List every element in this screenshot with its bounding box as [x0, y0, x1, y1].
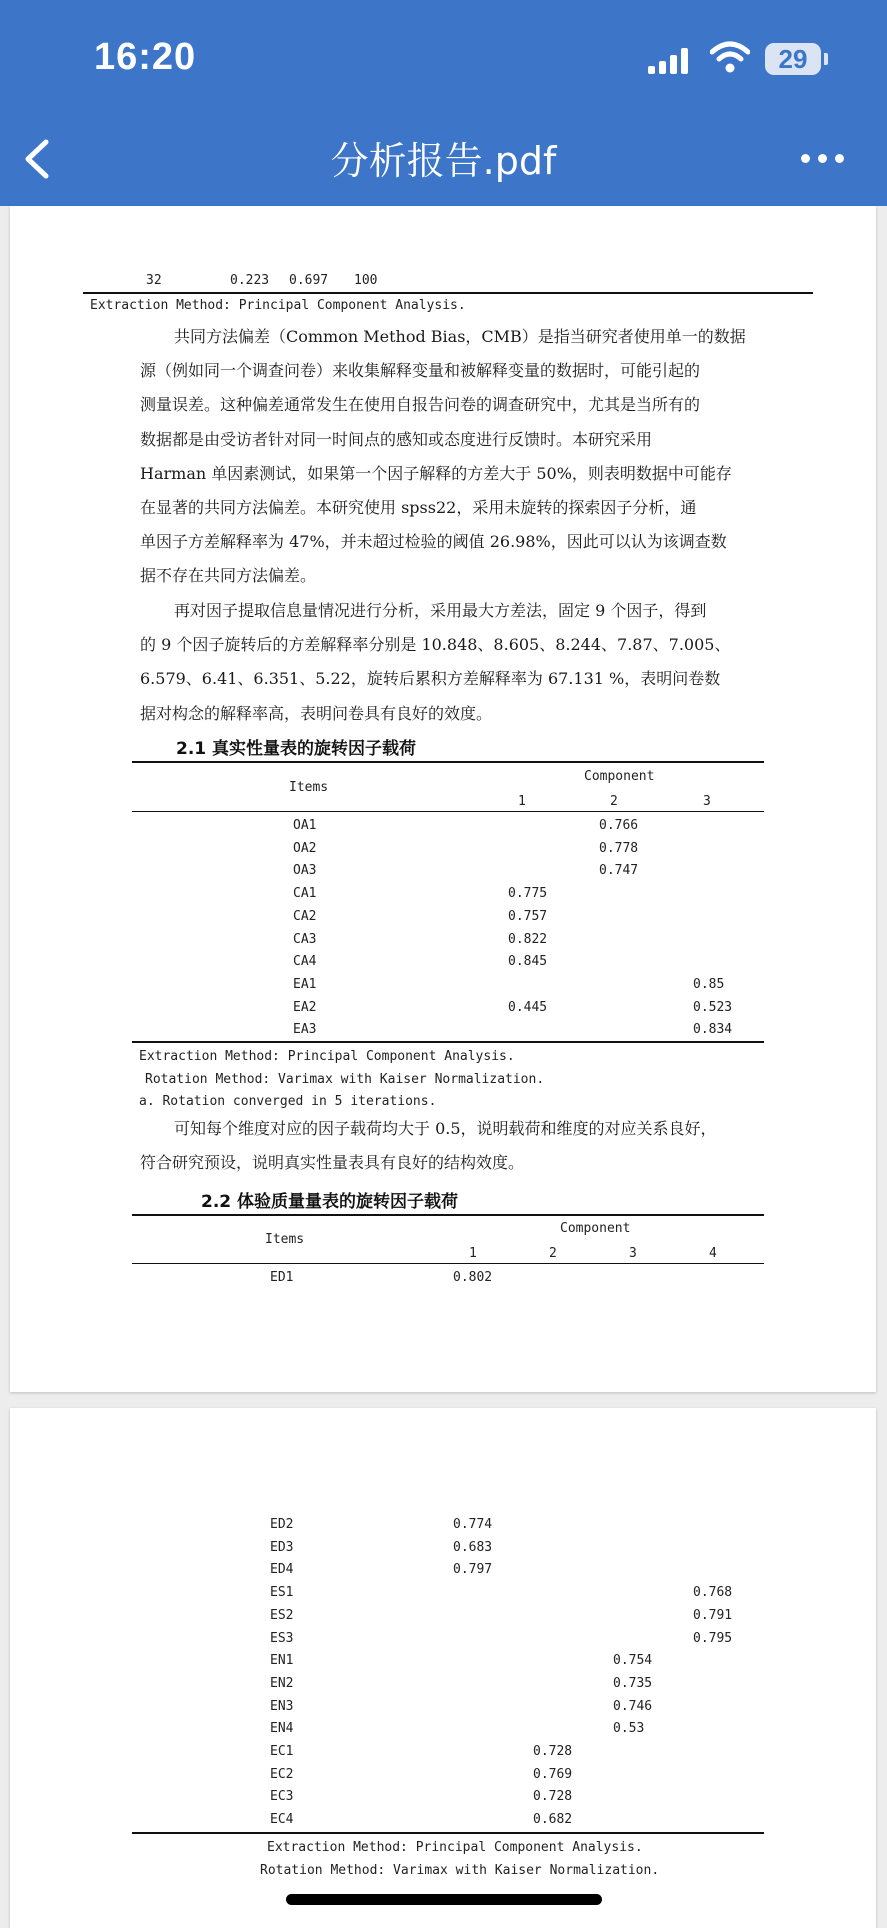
table-cell: 0.53 [613, 1721, 645, 1737]
table-row-label: CA3 [293, 931, 317, 947]
table-cell: 0.834 [693, 1022, 733, 1038]
table-cell: 0.766 [599, 818, 639, 833]
paragraph-cmb: 共同方法偏差（Common Method Bias，CMB）是指当研究者使用单一的数据 源（例如同一个调查问卷）来收集解释变量和被解释变量的数据时，可能引起的 测量误差。这种偏差通常发生在使用自报告问卷的调查研究中，尤其是当所有的 数据都是由受访者针对同一时间点的感知或态度进行反馈时。本研究采用 Harman 单因素测试，如果第一个因子解释的方差大于 50%，则表明数据中可能存 在显著的共同方法偏差。本研究使用 spss22，采用未旋转的探索因子分析，通 单因子方差解释率为 47%，并未超过检验的阈值 26.98%，因此可以认为该调查数 据不存在共同方法偏差。 [140, 327, 746, 586]
table-row-label: EC3 [270, 1789, 294, 1805]
table-cell: 0.778 [599, 840, 639, 856]
status-time: 16:20 [94, 36, 197, 78]
pdf-page-1 [10, 206, 876, 1392]
table-note: Rotation Method: Varimax with Kaiser Normalization. [145, 1072, 545, 1087]
table-header-items: Items [289, 780, 329, 795]
table-header-component: Component [584, 769, 655, 784]
more-menu-icon[interactable] [798, 148, 848, 168]
table-cell: 0.774 [453, 1517, 493, 1532]
table-rule [132, 1263, 764, 1264]
table-row-label: EA3 [293, 1022, 317, 1038]
battery-icon: 29 [765, 43, 821, 75]
prev-table-cell: 32 [146, 273, 162, 288]
prev-table-cell: 0.223 [230, 273, 270, 288]
table-row-label: ES2 [270, 1607, 294, 1623]
home-indicator [286, 1894, 602, 1905]
table-cell: 0.754 [613, 1653, 653, 1669]
table-cell: 0.683 [453, 1539, 493, 1555]
table-rule [132, 761, 764, 763]
table-cell: 0.735 [613, 1675, 653, 1691]
table-cell: 0.768 [693, 1585, 733, 1601]
table-row-label: EN4 [270, 1721, 294, 1737]
table-row-label: ES1 [270, 1585, 294, 1601]
table-col-header: 3 [703, 794, 711, 809]
prev-table-cell: 100 [354, 273, 378, 288]
table-row-label: EC1 [270, 1744, 294, 1759]
table-cell: 0.795 [693, 1630, 733, 1646]
table-note: Extraction Method: Principal Component Analysis. [90, 298, 466, 313]
table-row-label: EA2 [293, 999, 317, 1015]
table-cell: 0.845 [508, 954, 548, 970]
table-cell: 0.757 [508, 908, 548, 924]
table-cell: 0.728 [533, 1789, 573, 1805]
table-cell: 0.728 [533, 1744, 573, 1759]
table-col-header: 2 [610, 794, 618, 809]
table-col-header: 4 [709, 1246, 717, 1261]
table-header-items: Items [265, 1232, 305, 1247]
table-cell: 0.791 [693, 1607, 733, 1623]
table-col-header: 1 [469, 1246, 477, 1261]
table-col-header: 3 [629, 1246, 637, 1261]
signal-icon [648, 46, 692, 74]
table-row-label: OA1 [293, 818, 317, 833]
table-rule [83, 292, 813, 294]
table-row-label: ED4 [270, 1562, 294, 1578]
table-row-label: ED2 [270, 1517, 294, 1532]
table-col-header: 2 [549, 1246, 557, 1261]
table-row-label: OA2 [293, 840, 317, 856]
section-heading: 2.1 真实性量表的旋转因子载荷 [176, 739, 417, 759]
table-cell: 0.775 [508, 886, 548, 902]
table-cell: 0.445 [508, 999, 548, 1015]
section-heading: 2.2 体验质量量表的旋转因子载荷 [201, 1192, 459, 1212]
battery-tip [824, 53, 828, 65]
table-note: Rotation Method: Varimax with Kaiser Normalization. [260, 1863, 660, 1878]
wifi-icon [710, 40, 750, 74]
table-row-label: CA1 [293, 886, 317, 902]
table-note: a. Rotation converged in 5 iterations. [139, 1094, 437, 1109]
table-cell: 0.85 [693, 976, 725, 992]
table-cell: 0.523 [693, 999, 733, 1015]
table-rule [132, 1041, 764, 1043]
table-row-label: EC4 [270, 1812, 294, 1828]
header-bar [0, 0, 887, 206]
table-row-label: OA3 [293, 863, 317, 879]
table-row-label: CA4 [293, 954, 317, 970]
paragraph-conclusion: 可知每个维度对应的因子载荷均大于 0.5，说明载荷和维度的对应关系良好， 符合研究预设，说明真实性量表具有良好的结构效度。 [140, 1119, 717, 1173]
table-row-label: ED3 [270, 1539, 294, 1555]
table-note: Extraction Method: Principal Component Analysis. [139, 1049, 515, 1064]
table-row-label: EA1 [293, 976, 317, 992]
table-cell: 0.797 [453, 1562, 493, 1578]
table-row-label: CA2 [293, 908, 317, 924]
table-row-label: EC2 [270, 1766, 294, 1782]
document-title: 分析报告.pdf [330, 139, 557, 183]
table-cell: 0.746 [613, 1698, 653, 1714]
table-note: Extraction Method: Principal Component Analysis. [267, 1840, 643, 1855]
prev-table-cell: 0.697 [289, 273, 329, 288]
table-cell: 0.802 [453, 1270, 493, 1285]
table-cell: 0.747 [599, 863, 639, 879]
table-header-component: Component [560, 1221, 631, 1236]
table-row-label: ED1 [270, 1270, 294, 1285]
table-cell: 0.682 [533, 1812, 573, 1828]
table-row-label: ES3 [270, 1630, 294, 1646]
table-cell: 0.822 [508, 931, 548, 947]
pdf-page-2 [10, 1408, 876, 1928]
table-row-label: EN1 [270, 1653, 294, 1669]
paragraph-variance: 再对因子提取信息量情况进行分析，采用最大方差法，固定 9 个因子，得到 的 9 个因子旋转后的方差解释率分别是 10.848、8.605、8.244、7.87、7.005、 6.579、6.41、6.351、5.22，旋转后累积方差解释率为 67.131 %，表明问卷数 据对构念的解释率高，表明问卷具有良好的效度。 [140, 601, 731, 723]
table-row-label: EN3 [270, 1698, 294, 1714]
table-cell: 0.769 [533, 1766, 573, 1782]
table-row-label: EN2 [270, 1675, 294, 1691]
table-rule [132, 1832, 764, 1834]
table-rule [132, 811, 764, 812]
table-rule [132, 1214, 764, 1216]
table-col-header: 1 [518, 794, 526, 809]
